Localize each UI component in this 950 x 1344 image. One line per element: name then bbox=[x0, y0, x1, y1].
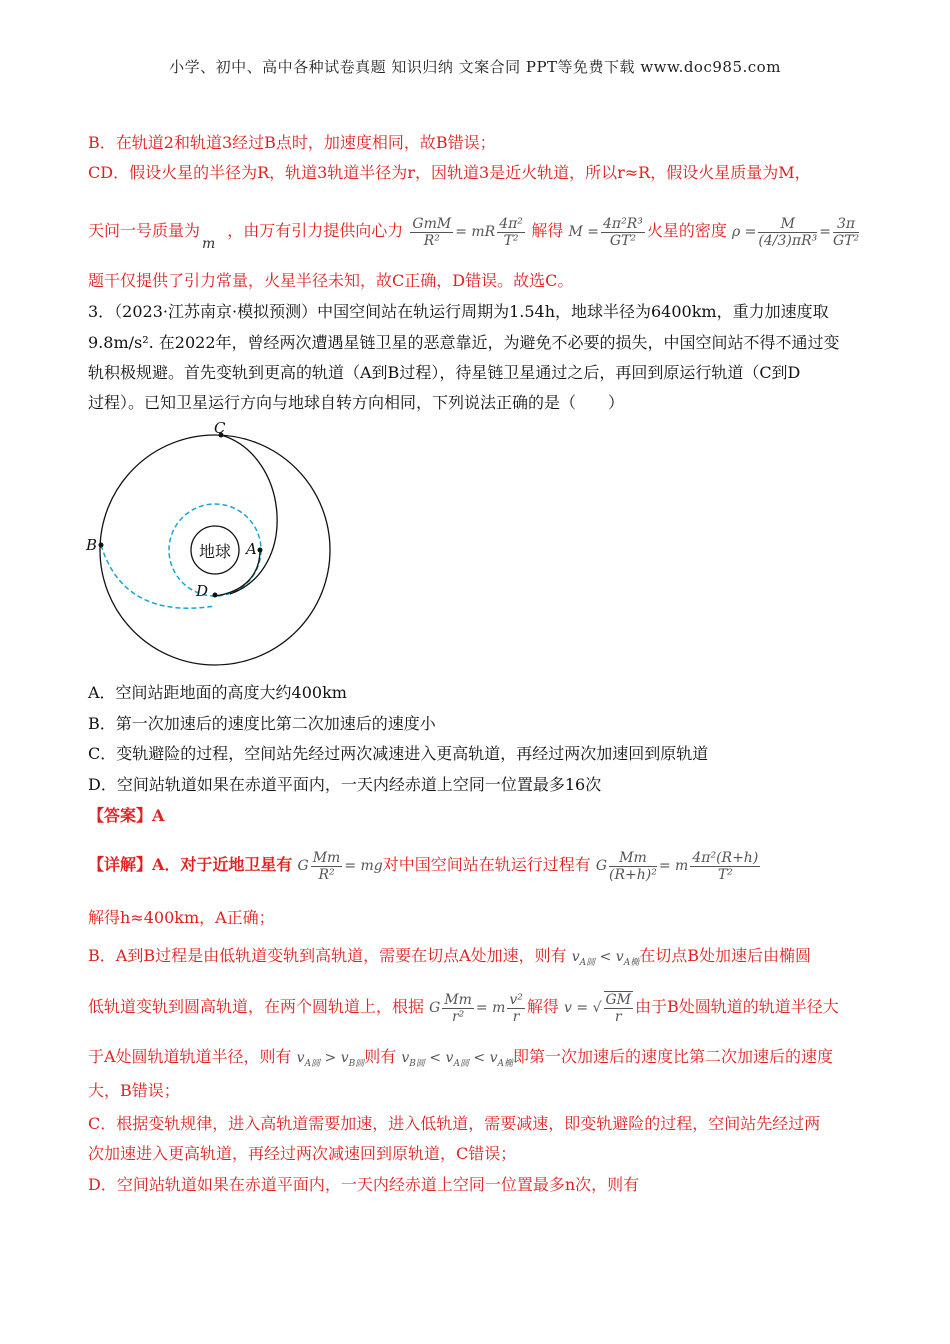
formula-va-compare: $v_{A圆} < v_{A椭}$ bbox=[571, 949, 640, 968]
formula-va-vb: $v_{A圆} > v_{B圆}$ bbox=[296, 1050, 365, 1069]
point-a bbox=[258, 548, 263, 553]
explain-b2-b: 解得 bbox=[526, 997, 559, 1016]
explain-b1-b: 在切点B处加速后由椭圆 bbox=[639, 946, 811, 965]
cd-text-c: 解得 bbox=[531, 221, 564, 240]
explain-b3-a: 于A处圆轨道轨道半径，则有 bbox=[88, 1047, 292, 1066]
explain-b-line1 bbox=[88, 945, 868, 974]
prev-option-b: B．在轨道2和轨道3经过B点时，加速度相同，故B错误； bbox=[88, 133, 496, 152]
explain-a-prefix: 【详解】A．对于近地卫星有 bbox=[88, 855, 293, 874]
explain-a-line bbox=[88, 842, 868, 888]
answer: 【答案】A bbox=[88, 806, 165, 825]
orbit-diagram bbox=[84, 420, 334, 670]
explain-b-line2 bbox=[88, 984, 868, 1030]
cd-text-b: ，由万有引力提供向心力 bbox=[227, 221, 404, 240]
formula-station-orbit: G $\frac{Mm}{\text{(R+h)²}}$ = m $\frac{\text{4π²(R+h)}}{\text{T²}}$ bbox=[595, 849, 759, 883]
question-line4: 过程）。已知卫星运行方向与地球自转方向相同，下列说法正确的是（ ） bbox=[88, 393, 625, 412]
cd-m-symbol: m bbox=[202, 236, 216, 252]
option-c: C．变轨避险的过程，空间站先经过两次减速进入更高轨道，再经过两次加速回到原轨道 bbox=[88, 744, 709, 763]
prev-cd-line1: CD．假设火星的半径为R，轨道3轨道半径为r，因轨道3是近火轨道，所以r≈R，假设火星质量为M， bbox=[88, 163, 811, 182]
ellipse-arc-c bbox=[221, 435, 277, 594]
explain-c-line2: 次加速进入更高轨道，再经过两次减速回到原轨道，C错误； bbox=[88, 1144, 517, 1163]
explain-a-result: 解得h≈400km，A正确； bbox=[88, 908, 275, 927]
formula-circular-speed: G $\frac{Mm}{\text{r²}}$ = m $\frac{\text{v²}}{r}$ bbox=[429, 991, 523, 1025]
explain-a-mid: 对中国空间站在轨运行过程有 bbox=[382, 855, 591, 874]
formula-speed-chain: $v_{B圆} < v_{A圆} < v_{A椭}$ bbox=[401, 1050, 513, 1069]
explain-b3-c: 即第一次加速后的速度比第二次加速后的速度 bbox=[513, 1047, 834, 1066]
question-line2: 9.8m/s². 在2022年，曾经两次遭遇星链卫星的恶意靠近，为避免不必要的损失，中国空间站不得不通过变 bbox=[88, 333, 840, 352]
page-header: 小学、初中、高中各种试卷真题 知识归纳 文案合同 PPT等免费下载 www.doc985.com bbox=[169, 58, 781, 76]
formula-gravity: $\frac{\text{GmM}}{\text{R²}}$ = mR $\frac{\text{4π²}}{\text{T²}}$ bbox=[412, 215, 523, 249]
explain-b2-c: 由于B处圆轨道的轨道半径大 bbox=[635, 997, 839, 1016]
formula-near-earth: G $\frac{Mm}{\text{R²}}$ = mg bbox=[297, 849, 383, 883]
formula-density: ρ = $\frac{M}{\text{(4/3)πR³}}$ = $\frac{3\pi}{\text{GT²}}$ bbox=[732, 215, 860, 249]
explain-b-line4: 大，B错误； bbox=[88, 1081, 180, 1100]
explain-d-line1: D．空间站轨道如果在赤道平面内，一天内经赤道上空同一位置最多n次，则有 bbox=[88, 1175, 640, 1194]
label-a: A bbox=[246, 540, 257, 558]
cd-text-a: 天问一号质量为 bbox=[88, 221, 201, 240]
formula-mass: M = $\frac{\text{4π²R³}}{\text{GT²}}$ bbox=[568, 215, 643, 249]
explain-b2-a: 低轨道变轨到圆高轨道，在两个圆轨道上，根据 bbox=[88, 997, 425, 1016]
formula-speed-root: v = √ $\frac{GM}{r}$ bbox=[564, 992, 632, 1025]
option-d: D．空间站轨道如果在赤道平面内，一天内经赤道上空同一位置最多16次 bbox=[88, 775, 602, 794]
point-d bbox=[213, 593, 218, 598]
cd-text-d: 火星的密度 bbox=[646, 221, 727, 240]
earth-label: 地球 bbox=[199, 542, 232, 561]
prev-cd-line2 bbox=[88, 208, 868, 254]
label-c: C bbox=[214, 420, 226, 437]
prev-cd-line3: 题干仅提供了引力常量，火星半径未知，故C正确，D错误。故选C。 bbox=[88, 271, 574, 290]
explain-b-line3 bbox=[88, 1046, 868, 1075]
explain-c-line1: C．根据变轨规律，进入高轨道需要加速，进入低轨道，需要减速，即变轨避险的过程，空间站先经过两 bbox=[88, 1114, 821, 1133]
question-line1: 3．（2023·江苏南京·模拟预测）中国空间站在轨运行周期为1.54h，地球半径为6400km，重力加速度取 bbox=[88, 302, 829, 321]
point-b bbox=[99, 543, 104, 548]
label-d: D bbox=[196, 582, 209, 600]
label-b: B bbox=[86, 536, 98, 554]
question-line3: 轨积极规避。首先变轨到更高的轨道（A到B过程），待星链卫星通过之后，再回到原运行轨道（C到D bbox=[88, 363, 801, 382]
explain-b3-b: 则有 bbox=[364, 1047, 397, 1066]
explain-b1-a: B．A到B过程是由低轨道变轨到高轨道，需要在切点A处加速，则有 bbox=[88, 946, 567, 965]
option-b: B．第一次加速后的速度比第二次加速后的速度小 bbox=[88, 714, 436, 733]
option-a: A．空间站距地面的高度大约400km bbox=[88, 683, 347, 702]
